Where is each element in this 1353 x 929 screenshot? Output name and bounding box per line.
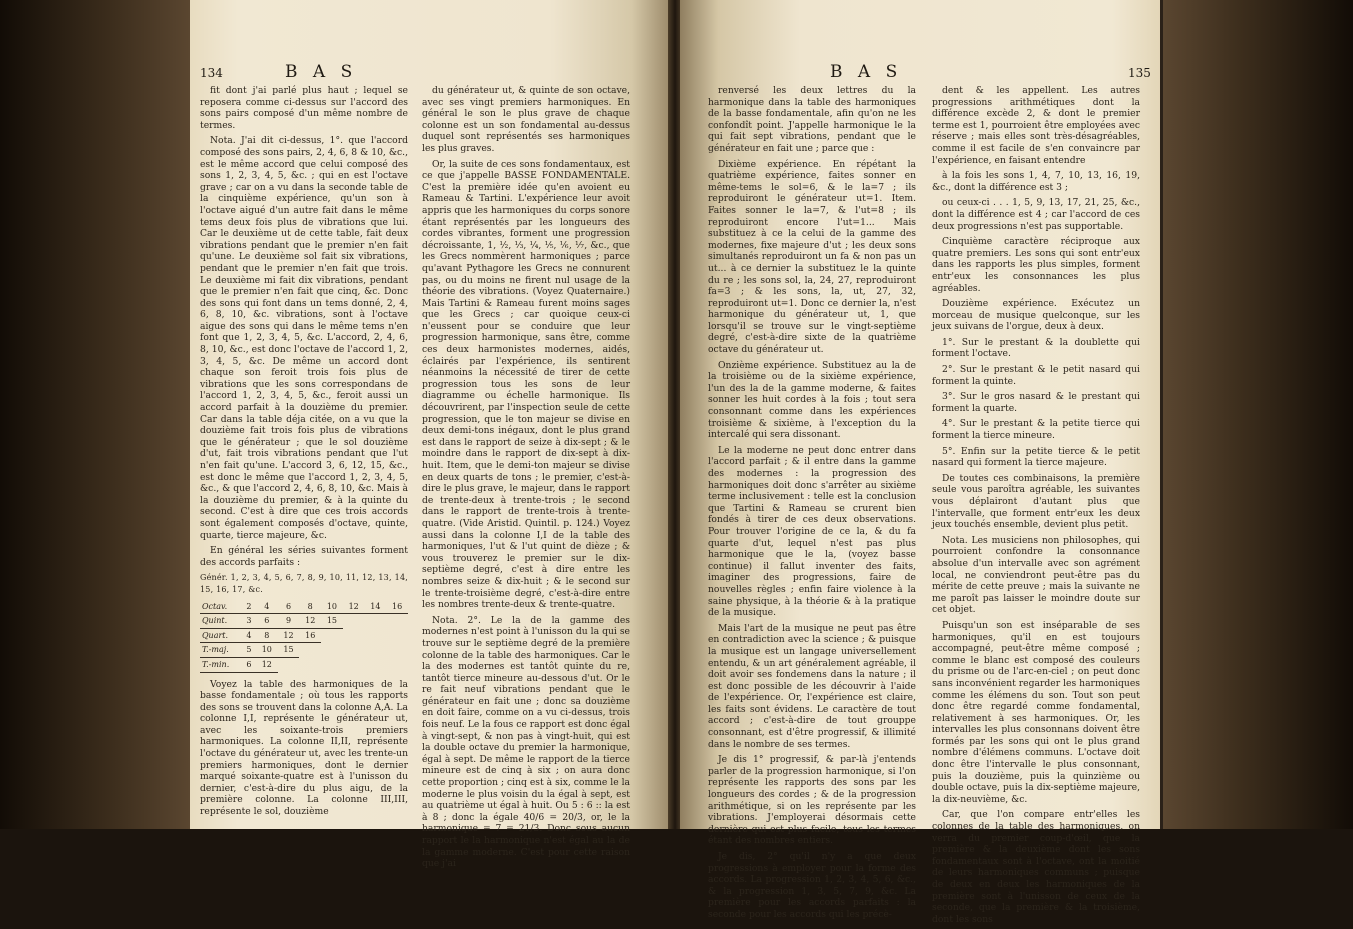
paragraph: ou ceux-ci . . . 1, 5, 9, 13, 17, 21, 25, &c., dont la différence est 4 ; car l'accord de ces deux progressions n'est pas supportable. xyxy=(932,197,1140,232)
paragraph: fit dont j'ai parlé plus haut ; lequel se reposera comme ci-dessus sur l'accord des sons pairs composé d'un même nombre de termes. xyxy=(200,85,408,131)
book-cover-left xyxy=(0,0,190,829)
table-cell: 8 xyxy=(299,600,321,614)
generator-series: Génér. 1, 2, 3, 4, 5, 6, 7, 8, 9, 10, 11, 12, 13, 14, 15, 16, 17, &c. xyxy=(200,573,408,594)
paragraph: dent & les appellent. Les autres progressions arithmétiques dont la différence excède 2, & dont le premier terme est 1, pourroient être employées avec réserve ; mais elles sont très-désagréables, comme il est facile de s'en convaincre par l'expérience, en faisant entendre xyxy=(932,85,1140,166)
paragraph: Je dis 1° progressif, & par-là j'entends parler de la progression harmonique, si l'on représente les rapports des sons par les longueurs des cordes ; & de la progression arithmétique, si on les représente par les vibrations. J'employerai désormais cette dernière qui est plus facile, tous les termes étant des nombres entiers. xyxy=(708,754,916,847)
table-cell: 12 xyxy=(299,614,321,629)
table-cell: 14 xyxy=(365,600,387,614)
row-label: Quint. xyxy=(200,614,242,629)
running-header: B A S xyxy=(285,62,358,82)
page-number: 135 xyxy=(1128,66,1151,80)
page-number: 134 xyxy=(200,66,223,80)
paragraph: En général les séries suivantes forment des accords parfaits : xyxy=(200,545,408,568)
book-cover-right xyxy=(1163,0,1353,829)
right-column-2 xyxy=(932,85,1140,929)
table-cell: 3 xyxy=(242,614,256,629)
paragraph: Voyez la table des harmoniques de la basse fondamentale ; où tous les rapports des sons se trouvent dans la colonne A,A. La colonne I,I, représente le générateur ut, avec les soixante-trois premiers harmoniques. La colonne II,II, représente l'octave du générateur ut, avec les trente-un premiers harmoniques, dont le dernier marqué soixante-quatre est à l'unisson du dernier, c'est-à-dire du plus aigu, de la première colonne. La colonne III,III, représente le sol, douzième xyxy=(200,678,408,818)
paragraph: Cinquième caractère réciproque aux quatre premiers. Les sons qui sont entr'eux dans les rapports les plus simples, forment entr'eux les consonnances les plus agréables. xyxy=(932,236,1140,294)
left-column-2 xyxy=(422,85,630,874)
table-row xyxy=(200,628,408,643)
table-cell: 12 xyxy=(256,657,278,672)
table-cell: 5 xyxy=(242,643,256,658)
table-cell: 6 xyxy=(278,600,300,614)
paragraph: du générateur ut, & quinte de son octave, avec ses vingt premiers harmoniques. En général le son le plus grave de chaque colonne est un son fondamental au-dessus duquel sont représentés ses harmoniques les plus graves. xyxy=(422,85,630,154)
paragraph: 4°. Sur le prestant & la petite tierce qui forment la tierce mineure. xyxy=(932,418,1140,442)
paragraph: Nota. Les musiciens non philosophes, qui pourroient confondre la consonnance absolue d'un intervalle avec son agrément local, ne conviendront peut-être pas du mérite de cette preuve ; mais la suivante ne me paroît pas laisser le moindre doute sur cet objet. xyxy=(932,534,1140,616)
paragraph: à la fois les sons 1, 4, 7, 10, 13, 16, 19, &c., dont la différence est 3 ; xyxy=(932,170,1140,193)
row-label: T.-min. xyxy=(200,657,242,672)
table-cell: 9 xyxy=(278,614,300,629)
row-label: T.-maj. xyxy=(200,643,242,658)
table-cell: 16 xyxy=(299,628,321,643)
table-cell: 8 xyxy=(256,628,278,643)
table-cell: 6 xyxy=(256,614,278,629)
paragraph: 3°. Sur le gros nasard & le prestant qui forment la quarte. xyxy=(932,391,1140,414)
table-row xyxy=(200,614,408,629)
running-header: B A S xyxy=(830,62,903,82)
paragraph: Dixième expérience. En répétant la quatrième expérience, faites sonner en même-tems le sol=6, & le la=7 ; ils reproduiront le générateur ut=1. Item. Faites sonner le la=7, & l'ut=8 ; ils reproduiront encore l'ut=1... Mais substituez à ce la celui de la gamme des modernes, fixe majeure d'ut ; les deux sons simultanés reproduiront un fa & non pas un ut... à ce dernier la substituez le la quinte du re ; les sons sol, la, 24, 27, reproduiront fa=3 ; & les sons, la, ut, 27, 32, reproduiront ut=1. Donc ce dernier la, n'est harmonique du générateur ut, 1, que lorsqu'il se trouve sur le vingt-septième degré, c'est-à-dire sixte de la quatrième octave du générateur ut. xyxy=(708,158,916,356)
table-cell: 12 xyxy=(343,600,365,614)
paragraph: Nota. 2°. Le la de la gamme des modernes n'est point à l'unisson du la qui se trouve sur le septième degré de la première colonne de la table des harmoniques. Car le la des modernes est tantôt quinte du re, tantôt tierce mineure au-dessous d'ut. Or le re fait neuf vibrations pendant que le générateur en fait une ; donc sa douzième en doit faire, comme on a vu ci-dessus, trois fois neuf. Le la fous ce rapport est donc égal à vingt-sept, & non pas à vingt-huit, qui est la double octave du premier la harmonique, égal à sept. De même le rapport de la tierce mineure est de cinq à six ; on aura donc cette proportion ; cinq est à six, comme le la moderne le plus voisin du la égal à sept, est au quatrième ut égal à huit. Ou 5 : 6 :: la est à 8 ; donc la égale 40/6 = 20/3, or, le la harmonique = 7 = 21/3. Donc sous aucun rapport le la harmonique n'est égal au la de la gamme moderne. C'est pour cette raison que j'ai xyxy=(422,614,630,870)
right-page xyxy=(680,0,1160,925)
paragraph: Nota. J'ai dit ci-dessus, 1°. que l'accord composé des sons pairs, 2, 4, 6, 8 & 10, &c., est le même accord que celui composé des sons 1, 2, 3, 4, 5, &c. ; qui en est l'octave grave ; car on a vu dans la seconde table de la cinquième expérience, qu'un son à l'octave aigué d'un autre fait dans le même tems deux fois plus de vibrations que lui. Car le deuxième ut de cette table, fait deux vibrations pendant que le premier n'en fait qu'une. Le deuxième sol fait six vibrations, pendant que le premier n'en fait que trois. Le deuxième mi fait dix vibrations, pendant que le premier n'en fait que cinq, &c. Donc des sons qui font dans un tems donné, 2, 4, 6, 8, 10, &c. vibrations, sont à l'octave aigue des sons qui dans le même tems n'en font que 1, 2, 3, 4, 5, &c. L'accord, 2, 4, 6, 8, 10, &c., est donc l'octave de l'accord 1, 2, 3, 4, 5, &c. De même un accord dont chaque son feroit trois fois plus de vibrations que les sons correspondans de l'accord 1, 2, 3, 4, 5, &c., feroit aussi un accord parfait à la douzième du premier. Car dans la table déja citée, on a vu que la douzième fait trois fois plus de vibrations que le générateur ; que le sol douzième d'ut, fait trois vibrations pendant que l'ut n'en fait qu'une. L'accord 3, 6, 12, 15, &c., est donc le même que l'accord 1, 2, 3, 4, 5, &c., & que l'accord 2, 4, 6, 8, 10, &c. Mais à la douzième du premier, & à la quinte du second. C'est à dire que ces trois accords sont également composés d'octave, quinte, quarte, tierce majeure, &c. xyxy=(200,135,408,541)
table-cell: 6 xyxy=(242,657,256,672)
table-row xyxy=(200,643,408,658)
table-cell: 2 xyxy=(242,600,256,614)
paragraph: Puisqu'un son est inséparable de ses harmoniques, qu'il en est toujours accompagné, peut-être même composé ; comme le blanc est composé des couleurs du prisme ou de l'arc-en-ciel ; on peut donc sans inconvénient regarder les harmoniques comme les élémens du son. Tout son peut donc être regardé comme fondamental, relativement à ses harmoniques. Or, les intervalles les plus consonnans doivent être formés par les sons qui ont le plus grand nombre d'élémens communs. L'octave doit donc être l'intervalle le plus consonnant, puis la douzième, puis la quinzième ou double octave, puis la dix-septième majeure, la dix-neuvième, &c. xyxy=(932,619,1140,805)
accord-table xyxy=(200,600,408,673)
paragraph: 2°. Sur le prestant & le petit nasard qui forment la quinte. xyxy=(932,364,1140,387)
left-column-1 xyxy=(200,85,408,822)
table-row xyxy=(200,600,408,614)
table-cell: 15 xyxy=(278,643,300,658)
paragraph: 1°. Sur le prestant & la doublette qui forment l'octave. xyxy=(932,336,1140,360)
left-page xyxy=(190,0,670,870)
table-row xyxy=(200,657,408,672)
paragraph: Or, la suite de ces sons fondamentaux, est ce que j'appelle BASSE FONDAMENTALE. C'est la première idée qu'en avoient eu Rameau & Tartini. L'expérience leur avoit appris que les harmoniques du corps sonore étant représentés par les longueurs des cordes vibrantes, forment une progression décroissante, 1, ½, ⅓, ¼, ⅕, ⅙, ⅐, &c., que les Grecs nommèrent harmoniques ; parce qu'avant Pythagore les Grecs ne connurent pas, ou du moins ne firent nul usage de la théorie des vibrations. (Voyez Quaternaire.) Mais Tartini & Rameau furent moins sages que les Grecs ; car quoique ceux-ci n'eussent pour se conduire que leur progression harmonique, sans être, comme ces deux harmonistes modernes, aidés, éclairés par l'expérience, ils sentirent néanmoins la nécessité de tirer de cette progression tous les sons de leur diagramme ou échelle harmonique. Ils découvrirent, par l'inspection seule de cette progression, que le ton majeur se divise en deux demi-tons inégaux, dont le plus grand est dans le rapport de seize à dix-sept ; & le moindre dans le rapport de dix-sept à dix-huit. Item, que le demi-ton majeur se divise en deux quarts de tons ; le premier, c'est-à-dire le plus grave, le majeur, dans le rapport de trente-deux à trente-trois ; le second dans le rapport de trente-trois à trente-quatre. (Vide Aristid. Quintil. p. 124.) Voyez aussi dans la colonne I,I de la table des harmoniques, l'ut & l'ut quint de dièze ; & vous trouverez le premier sur le dix-septième degré, c'est à dire entre les nombres seize & dix-huit ; & le second sur le trente-troisième degré, c'est-à-dire entre les nombres trente-deux & trente-quatre. xyxy=(422,158,630,611)
paragraph: Car, que l'on compare entr'elles les colonnes de la table des harmoniques, on verra du premier coup-d'œil, que la première & la deuxième dont les sons fondamentaux sont à l'octave, ont la moitié de leurs harmoniques communs ; puisque de deux en deux les harmoniques de la première sont à l'unisson de ceux de la seconde, que la première & la troisième, dont les sons xyxy=(932,809,1140,925)
paragraph: Le la moderne ne peut donc entrer dans l'accord parfait ; & il entre dans la gamme des modernes : la progression des harmoniques doit donc s'arrêter au sixième terme inclusivement : telle est la conclusion que Tartini & Rameau se crurent bien fondés à tirer de ces deux observations. Pour trouver l'origine de ce la, & du fa quarte d'ut, lequel n'est pas plus harmonique que le la, (voyez basse continue) il fallut inventer des faits, imaginer des progressions, faire de nouvelles règles ; enfin faire violence à la saine physique, à la théorie & à la pratique de la musique. xyxy=(708,444,916,619)
table-cell: 4 xyxy=(256,600,278,614)
paragraph: De toutes ces combinaisons, la première seule vous paroîtra agréable, les suivantes vous déplairont d'autant plus que l'intervalle, que forment entr'eux les deux jeux touchés ensemble, devient plus petit. xyxy=(932,472,1140,531)
paragraph: Mais l'art de la musique ne peut pas être en contradiction avec la science ; & puisque la musique est un langage universellement entendu, & un art généralement agréable, il doit avoir ses fondemens dans la nature ; il est donc possible de les découvrir à l'aide de l'expérience. Or, l'expérience est claire, les faits sont évidens. Le caractère de tout accord ; c'est-à-dire de tout grouppe consonnant, est d'être progressif, & illimité dans le nombre de ses termes. xyxy=(708,622,916,750)
table-cell: 16 xyxy=(386,600,408,614)
table-cell: 15 xyxy=(321,614,343,629)
table-cell: 4 xyxy=(242,628,256,643)
paragraph: 5°. Enfin sur la petite tierce & le petit nasard qui forment la tierce majeure. xyxy=(932,445,1140,469)
table-cell: 10 xyxy=(321,600,343,614)
right-column-1 xyxy=(708,85,916,925)
paragraph: Je dis, 2° qu'il n'y a que deux progressions à employer pour la forme des accords. La progression 1, 2, 3, 4, 5, 6, &c., & la progression 1, 3, 5, 7, 9, &c. La première pour les accords parfaits : la seconde pour les accords qui les précè- xyxy=(708,851,916,920)
paragraph: Douzième expérience. Exécutez un morceau de musique quelconque, sur les jeux suivans de l'orgue, deux à deux. xyxy=(932,298,1140,333)
row-label: Quart. xyxy=(200,628,242,643)
paragraph: Onzième expérience. Substituez au la de la troisième ou de la sixième expérience, l'un des la de la gamme moderne, & faites sonner les huit cordes à la fois ; tout sera consonnant comme dans les expériences troisième & sixième, à l'exception du la intercalé qui sera dissonant. xyxy=(708,359,916,441)
table-cell: 12 xyxy=(278,628,300,643)
row-label: Octav. xyxy=(200,600,242,614)
paragraph: renversé les deux lettres du la harmonique dans la table des harmoniques de la basse fondamentale, afin qu'on ne les confondît point. J'appelle harmonique le la qui fait sept vibrations, pendant que le générateur en fait une ; parce que : xyxy=(708,85,916,154)
table-cell: 10 xyxy=(256,643,278,658)
